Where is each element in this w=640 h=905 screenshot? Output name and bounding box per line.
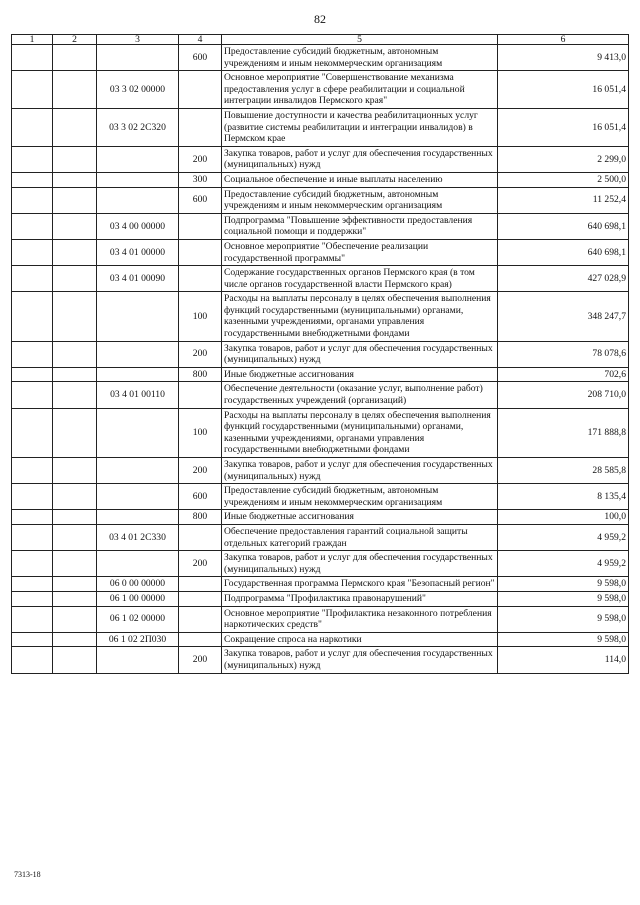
cell-expense-type: 200 (179, 551, 222, 577)
column-header: 1 (12, 35, 53, 45)
cell-target-code (97, 341, 179, 367)
cell-target-code: 03 3 02 2С320 (97, 108, 179, 146)
table-row (12, 292, 629, 341)
cell-target-code: 06 1 02 00000 (97, 606, 179, 632)
cell-target-code (97, 172, 179, 187)
cell-col-2 (53, 591, 97, 606)
cell-col-1 (12, 647, 53, 673)
cell-expense-type (179, 632, 222, 647)
cell-amount: 171 888,8 (498, 408, 629, 457)
cell-amount: 9 598,0 (498, 606, 629, 632)
cell-item-name: Предоставление субсидий бюджетным, автономным учреждениям и иным некоммерческим организациям (222, 484, 498, 510)
cell-col-2 (53, 606, 97, 632)
cell-col-1 (12, 510, 53, 525)
cell-col-1 (12, 45, 53, 71)
column-header: 6 (498, 35, 629, 45)
cell-expense-type (179, 266, 222, 292)
cell-col-1 (12, 408, 53, 457)
footer-code: 7313-18 (14, 870, 41, 879)
cell-expense-type (179, 382, 222, 408)
cell-expense-type (179, 606, 222, 632)
table-row (12, 239, 629, 265)
cell-item-name: Предоставление субсидий бюджетным, автономным учреждениям и иным некоммерческим организациям (222, 187, 498, 213)
cell-amount: 4 959,2 (498, 551, 629, 577)
cell-item-name: Закупка товаров, работ и услуг для обеспечения государственных (муниципальных) нужд (222, 146, 498, 172)
cell-col-1 (12, 71, 53, 109)
cell-amount: 28 585,8 (498, 458, 629, 484)
cell-col-2 (53, 632, 97, 647)
cell-item-name: Основное мероприятие "Совершенствование механизма предоставления услуг в сфере реабилитации и социальной интеграции инвалидов Пермского края" (222, 71, 498, 109)
cell-item-name: Обеспечение предоставления гарантий социальной защиты отдельных категорий граждан (222, 524, 498, 550)
cell-amount: 427 028,9 (498, 266, 629, 292)
cell-col-1 (12, 632, 53, 647)
cell-amount: 208 710,0 (498, 382, 629, 408)
cell-item-name: Подпрограмма "Повышение эффективности предоставления социальной помощи и поддержки" (222, 213, 498, 239)
cell-expense-type: 100 (179, 292, 222, 341)
cell-amount: 9 598,0 (498, 632, 629, 647)
table-row (12, 187, 629, 213)
cell-target-code (97, 408, 179, 457)
cell-col-1 (12, 577, 53, 592)
cell-col-2 (53, 71, 97, 109)
cell-amount: 16 051,4 (498, 108, 629, 146)
cell-expense-type (179, 71, 222, 109)
cell-target-code (97, 458, 179, 484)
table-row (12, 647, 629, 673)
cell-amount: 702,6 (498, 367, 629, 382)
cell-item-name: Социальное обеспечение и иные выплаты населению (222, 172, 498, 187)
cell-col-1 (12, 382, 53, 408)
table-row (12, 71, 629, 109)
cell-item-name: Расходы на выплаты персоналу в целях обеспечения выполнения функций государственными (муниципальными) органами, казенными учреждениями, органами управления государственными внебюджетными фондами (222, 292, 498, 341)
cell-col-2 (53, 458, 97, 484)
cell-col-1 (12, 108, 53, 146)
cell-amount: 78 078,6 (498, 341, 629, 367)
cell-col-1 (12, 187, 53, 213)
cell-col-2 (53, 408, 97, 457)
cell-col-2 (53, 484, 97, 510)
cell-amount: 4 959,2 (498, 524, 629, 550)
cell-item-name: Иные бюджетные ассигнования (222, 367, 498, 382)
cell-item-name: Основное мероприятие "Профилактика незаконного потребления наркотических средств" (222, 606, 498, 632)
table-header-row (12, 35, 629, 45)
table-row (12, 577, 629, 592)
cell-expense-type: 600 (179, 187, 222, 213)
cell-item-name: Государственная программа Пермского края "Безопасный регион" (222, 577, 498, 592)
cell-item-name: Закупка товаров, работ и услуг для обеспечения государственных (муниципальных) нужд (222, 647, 498, 673)
cell-col-2 (53, 647, 97, 673)
page-number: 82 (314, 12, 326, 26)
cell-expense-type: 200 (179, 458, 222, 484)
cell-col-2 (53, 382, 97, 408)
table-row (12, 484, 629, 510)
cell-col-1 (12, 292, 53, 341)
cell-expense-type: 800 (179, 367, 222, 382)
table-row (12, 458, 629, 484)
cell-target-code (97, 187, 179, 213)
table-row (12, 551, 629, 577)
cell-col-1 (12, 591, 53, 606)
cell-item-name: Подпрограмма "Профилактика правонарушений" (222, 591, 498, 606)
cell-item-name: Иные бюджетные ассигнования (222, 510, 498, 525)
cell-target-code (97, 647, 179, 673)
cell-amount: 9 598,0 (498, 577, 629, 592)
table-row (12, 213, 629, 239)
cell-col-1 (12, 606, 53, 632)
cell-col-2 (53, 239, 97, 265)
cell-amount: 100,0 (498, 510, 629, 525)
cell-col-2 (53, 172, 97, 187)
cell-expense-type: 200 (179, 146, 222, 172)
cell-col-2 (53, 213, 97, 239)
cell-col-1 (12, 458, 53, 484)
cell-expense-type: 300 (179, 172, 222, 187)
cell-item-name: Закупка товаров, работ и услуг для обеспечения государственных (муниципальных) нужд (222, 341, 498, 367)
cell-col-1 (12, 213, 53, 239)
cell-target-code: 03 4 01 00110 (97, 382, 179, 408)
cell-item-name: Закупка товаров, работ и услуг для обеспечения государственных (муниципальных) нужд (222, 458, 498, 484)
cell-target-code (97, 292, 179, 341)
table-row (12, 367, 629, 382)
cell-amount: 640 698,1 (498, 213, 629, 239)
table-row (12, 108, 629, 146)
cell-amount: 2 299,0 (498, 146, 629, 172)
cell-item-name: Расходы на выплаты персоналу в целях обеспечения выполнения функций государственными (муниципальными) органами, казенными учреждениями, органами управления государственными внебюджетными фондами (222, 408, 498, 457)
table-row (12, 408, 629, 457)
cell-col-2 (53, 577, 97, 592)
cell-amount: 640 698,1 (498, 239, 629, 265)
cell-target-code (97, 510, 179, 525)
cell-col-2 (53, 146, 97, 172)
budget-table (11, 34, 629, 674)
cell-expense-type (179, 213, 222, 239)
cell-amount: 348 247,7 (498, 292, 629, 341)
cell-expense-type (179, 591, 222, 606)
cell-expense-type: 200 (179, 647, 222, 673)
cell-col-2 (53, 341, 97, 367)
cell-amount: 114,0 (498, 647, 629, 673)
cell-amount: 2 500,0 (498, 172, 629, 187)
cell-item-name: Повышение доступности и качества реабилитационных услуг (развитие системы реабилитации и интеграции инвалидов) в Пермском крае (222, 108, 498, 146)
cell-item-name: Закупка товаров, работ и услуг для обеспечения государственных (муниципальных) нужд (222, 551, 498, 577)
cell-expense-type (179, 577, 222, 592)
column-header: 3 (97, 35, 179, 45)
cell-expense-type (179, 108, 222, 146)
cell-item-name: Основное мероприятие "Обеспечение реализации государственной программы" (222, 239, 498, 265)
cell-col-2 (53, 108, 97, 146)
table-row (12, 524, 629, 550)
cell-amount: 9 598,0 (498, 591, 629, 606)
cell-target-code: 03 4 00 00000 (97, 213, 179, 239)
cell-target-code: 03 3 02 00000 (97, 71, 179, 109)
cell-col-1 (12, 484, 53, 510)
cell-col-2 (53, 292, 97, 341)
cell-item-name: Содержание государственных органов Пермского края (в том числе органов государственной власти Пермского края) (222, 266, 498, 292)
table-row (12, 382, 629, 408)
column-header: 5 (222, 35, 498, 45)
cell-expense-type (179, 239, 222, 265)
column-header: 2 (53, 35, 97, 45)
cell-amount: 9 413,0 (498, 45, 629, 71)
cell-col-2 (53, 266, 97, 292)
table-row (12, 146, 629, 172)
table-row (12, 510, 629, 525)
table-row (12, 341, 629, 367)
cell-col-1 (12, 172, 53, 187)
cell-item-name: Сокращение спроса на наркотики (222, 632, 498, 647)
cell-col-2 (53, 510, 97, 525)
table-row (12, 591, 629, 606)
cell-amount: 16 051,4 (498, 71, 629, 109)
table-row (12, 632, 629, 647)
cell-target-code (97, 551, 179, 577)
cell-target-code: 06 0 00 00000 (97, 577, 179, 592)
table-row (12, 45, 629, 71)
cell-target-code (97, 484, 179, 510)
cell-item-name: Обеспечение деятельности (оказание услуг, выполнение работ) государственных учреждений (организаций) (222, 382, 498, 408)
cell-target-code: 03 4 01 2С330 (97, 524, 179, 550)
cell-col-1 (12, 239, 53, 265)
table-row (12, 266, 629, 292)
table-row (12, 172, 629, 187)
cell-target-code (97, 367, 179, 382)
cell-col-1 (12, 367, 53, 382)
cell-expense-type: 800 (179, 510, 222, 525)
cell-col-1 (12, 146, 53, 172)
cell-expense-type: 200 (179, 341, 222, 367)
table-body (12, 45, 629, 674)
cell-target-code (97, 45, 179, 71)
cell-amount: 11 252,4 (498, 187, 629, 213)
cell-expense-type: 600 (179, 45, 222, 71)
cell-col-2 (53, 551, 97, 577)
cell-amount: 8 135,4 (498, 484, 629, 510)
cell-expense-type: 600 (179, 484, 222, 510)
cell-target-code: 06 1 02 2П030 (97, 632, 179, 647)
cell-expense-type (179, 524, 222, 550)
cell-col-1 (12, 551, 53, 577)
cell-item-name: Предоставление субсидий бюджетным, автономным учреждениям и иным некоммерческим организациям (222, 45, 498, 71)
cell-col-2 (53, 367, 97, 382)
cell-col-2 (53, 45, 97, 71)
cell-col-2 (53, 524, 97, 550)
cell-col-2 (53, 187, 97, 213)
cell-target-code: 03 4 01 00090 (97, 266, 179, 292)
column-header: 4 (179, 35, 222, 45)
table-row (12, 606, 629, 632)
cell-target-code (97, 146, 179, 172)
cell-expense-type: 100 (179, 408, 222, 457)
cell-target-code: 03 4 01 00000 (97, 239, 179, 265)
cell-col-1 (12, 524, 53, 550)
cell-col-1 (12, 341, 53, 367)
cell-col-1 (12, 266, 53, 292)
cell-target-code: 06 1 00 00000 (97, 591, 179, 606)
